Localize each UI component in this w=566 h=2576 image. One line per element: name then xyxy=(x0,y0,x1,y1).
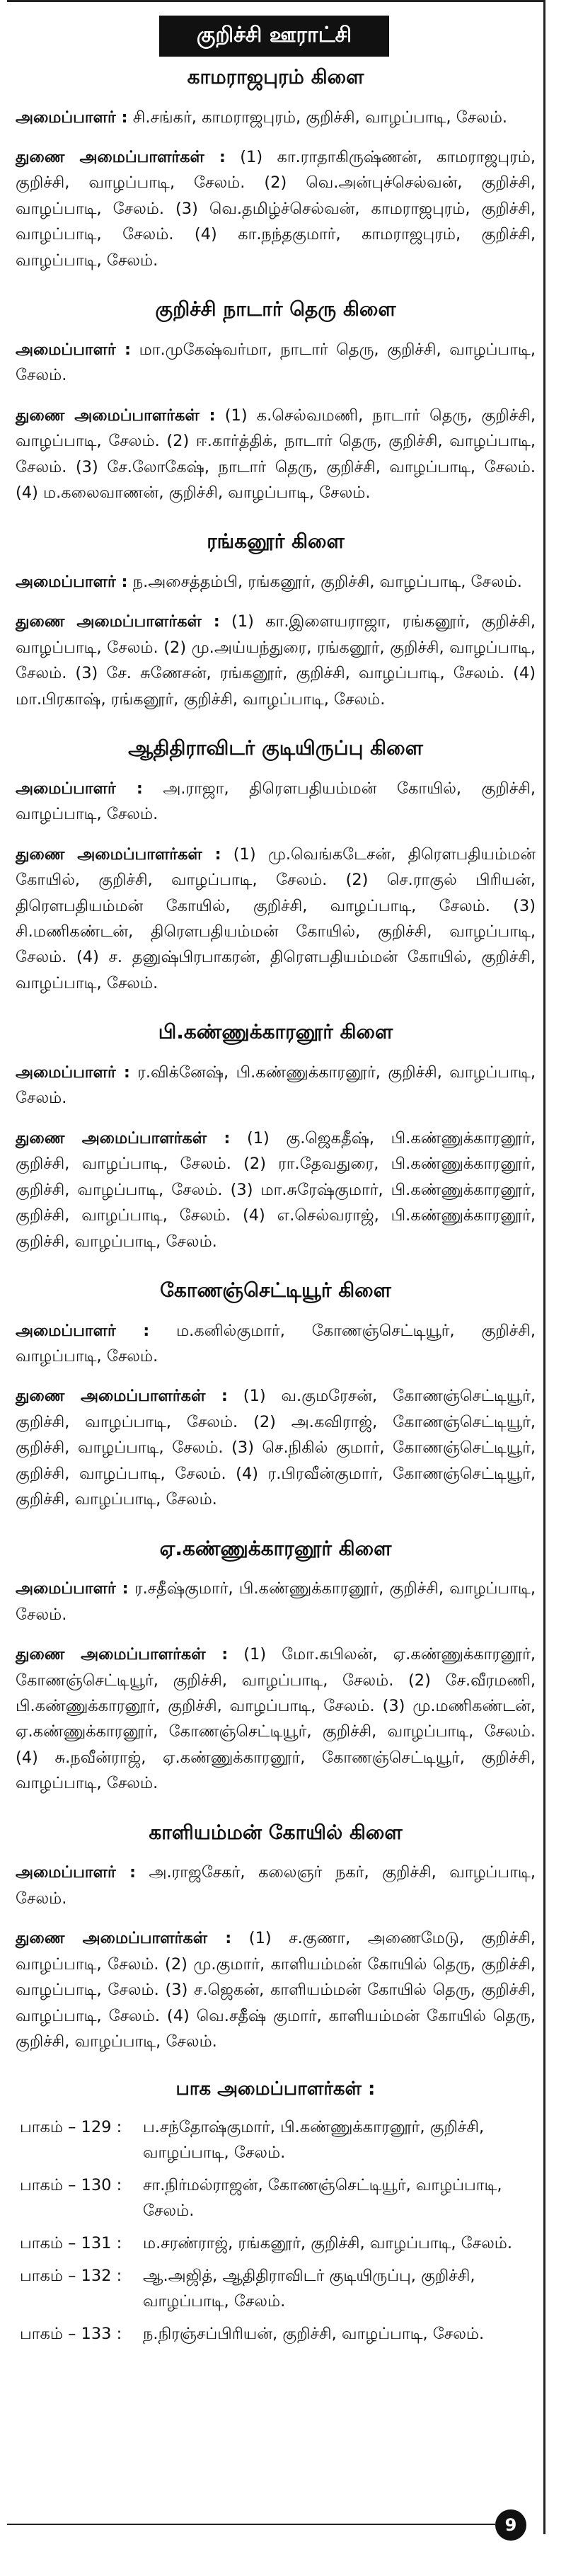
branch-heading: குறிச்சி நாடார் தெரு கிளை xyxy=(155,297,396,321)
page xyxy=(7,0,545,2576)
booth-organizer: ஆ.அஜித், ஆதிதிராவிடர் குடியிருப்பு, குறிச்சி, வாழப்பாடி, சேலம். xyxy=(143,2267,475,2311)
assistants-text: (1) வ.குமரேசன், கோணஞ்செட்டியூர், குறிச்சி, வாழப்பாடி, சேலம். (2) அ.கவிராஜ், கோணஞ்செட்டியூர், குறிச்சி, வாழப்பாடி, சேலம். (3) செ.நிகில் குமார், கோணஞ்செட்டியூர், குறிச்சி, வாழப்பாடி, சேலம். (4) ர.பிரவீன்குமார், கோணஞ்செட்டியூர், குறிச்சி, வாழப்பாடி, சேலம். xyxy=(16,1387,536,1509)
booth-row xyxy=(16,2263,536,2314)
branch-section xyxy=(16,1821,536,2055)
assistants-label: துணை அமைப்பாளர்கள் : xyxy=(16,406,216,425)
branch-heading: காளியம்மன் கோயில் கிளை xyxy=(149,1820,403,1844)
assistants-paragraph xyxy=(16,1383,536,1512)
organizer-paragraph xyxy=(16,337,536,389)
booths-list xyxy=(16,2114,536,2347)
organizer-paragraph xyxy=(16,776,536,828)
booth-number: பாகம் – 133 : xyxy=(20,2325,122,2344)
assistants-text: (1) க.செல்வமணி, நாடார் தெரு, குறிச்சி, வாழப்பாடி, சேலம். (2) ஈ.கார்த்திக், நாடார் தெரு, குறிச்சி, வாழப்பாடி, சேலம். (3) சே.லோகேஷ், நாடார் தெரு, குறிச்சி, வாழப்பாடி, சேலம். (4) ம.கலைவாணன், குறிச்சி, வாழப்பாடி, சேலம். xyxy=(16,406,536,502)
assistants-paragraph xyxy=(16,842,536,997)
branch-section xyxy=(16,1537,536,1797)
organizer-paragraph xyxy=(16,1576,536,1627)
assistants-text: (1) கா.இளையராஜா, ரங்கனூர், குறிச்சி, வாழப்பாடி, சேலம். (2) மு.அய்யந்துரை, ரங்கனூர், குறிச்சி, வாழப்பாடி, சேலம். (3) சே. சுணேசன், ரங்கனூர், குறிச்சி, வாழப்பாடி, சேலம். (4) மா.பிரகாஷ், ரங்கனூர், குறிச்சி, வாழப்பாடி, சேலம். xyxy=(16,612,536,709)
assistants-label: துணை அமைப்பாளர்கள் : xyxy=(16,1387,228,1406)
assistants-label: துணை அமைப்பாளர்கள் : xyxy=(16,612,220,631)
assistants-text: (1) மோ.கபிலன், ஏ.கண்ணுக்காரனூர், கோணஞ்செட்டியூர், குறிச்சி, வாழப்பாடி, சேலம். (2) சே.வீரமணி, பி.கண்ணுக்காரனூர், குறிச்சி, வாழப்பாடி, சேலம். (3) மு.மணிகண்டன், ஏ.கண்ணுக்காரனூர், கோணஞ்செட்டியூர், குறிச்சி, வாழப்பாடி, சேலம். (4) சு.நவீன்ராஜ், ஏ.கண்ணுக்காரனூர், கோணஞ்செட்டியூர், குறிச்சி, வாழப்பாடி, சேலம். xyxy=(16,1645,536,1793)
branch-section xyxy=(16,1020,536,1254)
organizer-text: ம.கனில்குமார், கோணஞ்செட்டியூர், குறிச்சி, வாழப்பாடி, சேலம். xyxy=(16,1321,536,1366)
branch-section xyxy=(16,736,536,996)
organizer-label: அமைப்பாளர் : xyxy=(16,108,128,127)
booth-row xyxy=(16,2321,536,2347)
assistants-paragraph xyxy=(16,1925,536,2054)
booth-number: பாகம் – 132 : xyxy=(20,2267,122,2286)
branch-section xyxy=(16,65,536,273)
booth-number: பாகம் – 129 : xyxy=(20,2118,122,2137)
page-number-badge: 9 xyxy=(495,2509,526,2541)
organizer-paragraph xyxy=(16,105,536,130)
assistants-text: (1) ச.குணா, அணைமேடு, குறிச்சி, வாழப்பாடி, சேலம். (2) மு.குமார், காளியம்மன் கோயில் தெரு, குறிச்சி, வாழப்பாடி, சேலம். (3) ச.ஜெகன், காளியம்மன் கோயில் தெரு, குறிச்சி, வாழப்பாடி, சேலம். (4) வெ.சதீஷ் குமார், காளியம்மன் கோயில் தெரு, குறிச்சி, வாழப்பாடி, சேலம். xyxy=(16,1929,536,2051)
organizer-paragraph xyxy=(16,1318,536,1370)
assistants-paragraph xyxy=(16,403,536,506)
assistants-paragraph xyxy=(16,1642,536,1797)
page-title: குறிச்சி ஊராட்சி xyxy=(159,16,389,57)
organizer-label: அமைப்பாளர் : xyxy=(16,779,143,798)
organizer-label: அமைப்பாளர் : xyxy=(16,340,132,359)
assistants-label: துணை அமைப்பாளர்கள் : xyxy=(16,1128,231,1147)
organizer-paragraph xyxy=(16,569,536,595)
booth-organizer: சா.நிர்மல்ராஜன், கோணஞ்செட்டியூர், வாழப்பாடி, சேலம். xyxy=(143,2176,502,2221)
booth-organizer: ப.சந்தோஷ்குமார், பி.கண்ணுக்காரனூர், குறிச்சி, வாழப்பாடி, சேலம். xyxy=(143,2118,485,2163)
right-rule xyxy=(543,0,545,2534)
booth-number: பாகம் – 131 : xyxy=(20,2234,122,2253)
branch-heading: ஏ.கண்ணுக்காரனூர் கிளை xyxy=(159,1536,392,1560)
organizer-paragraph xyxy=(16,1060,536,1111)
branch-heading: ரங்கனூர் கிளை xyxy=(207,529,345,554)
assistants-text: (1) கு.ஜெகதீஷ், பி.கண்ணுக்காரனூர், குறிச்சி, வாழப்பாடி, சேலம். (2) ரா.தேவதுரை, பி.கண்ணுக்காரனூர், குறிச்சி, வாழப்பாடி, சேலம். (3) மா.சுரேஷ்குமார், பி.கண்ணுக்காரனூர், குறிச்சி, வாழப்பாடி, சேலம். (4) எ.செல்வராஜ், பி.கண்ணுக்காரனூர், குறிச்சி, வாழப்பாடி, சேலம். xyxy=(16,1128,536,1251)
organizer-text: அ.ராஜசேகர், கலைஞர் நகர், குறிச்சி, வாழப்பாடி, சேலம். xyxy=(16,1863,536,1908)
assistants-paragraph xyxy=(16,609,536,712)
booth-row xyxy=(16,2231,536,2256)
assistants-label: துணை அமைப்பாளர்கள் : xyxy=(16,845,221,864)
organizer-paragraph xyxy=(16,1860,536,1911)
organizer-text: சி.சங்கர், காமராஜபுரம், குறிச்சி, வாழப்பாடி, சேலம். xyxy=(127,108,508,127)
organizer-text: ர.விக்னேஷ், பி.கண்ணுக்காரனூர், குறிச்சி, வாழப்பாடி, சேலம். xyxy=(16,1063,536,1108)
organizer-label: அமைப்பாளர் : xyxy=(16,1063,130,1082)
booth-organizer: ம.சரண்ராஜ், ரங்கனூர், குறிச்சி, வாழப்பாடி, சேலம். xyxy=(143,2234,513,2253)
booth-number: பாகம் – 130 : xyxy=(20,2176,122,2195)
branch-section xyxy=(16,1278,536,1513)
booth-row xyxy=(16,2173,536,2223)
top-rule xyxy=(7,0,545,2)
organizer-text: மா.முகேஷ்வர்மா, நாடார் தெரு, குறிச்சி, வாழப்பாடி, சேலம். xyxy=(16,340,536,385)
assistants-text: (1) மு.வெங்கடேசன், திரௌபதியம்மன் கோயில், குறிச்சி, வாழப்பாடி, சேலம். (2) செ.ராகுல் பிரியன், திரௌபதியம்மன் கோயில், குறிச்சி, வாழப்பாடி, சேலம். (3) சி.மணிகண்டன், திரௌபதியம்மன் கோயில், குறிச்சி, வாழப்பாடி, சேலம். (4) ச. தனுஷ்பிரபாகரன், திரௌபதியம்மன் கோயில், குறிச்சி, வாழப்பாடி, சேலம். xyxy=(16,845,536,992)
branch-heading: காமராஜபுரம் கிளை xyxy=(187,65,364,88)
organizer-text: ந.அசைத்தம்பி, ரங்கனூர், குறிச்சி, வாழப்பாடி, சேலம். xyxy=(127,573,522,592)
bottom-rule xyxy=(7,2524,495,2525)
organizer-label: அமைப்பாளர் : xyxy=(16,573,128,592)
organizer-text: அ.ராஜா, திரௌபதியம்மன் கோயில், குறிச்சி, வாழப்பாடி, சேலம். xyxy=(16,779,536,824)
sections-list xyxy=(16,65,536,2054)
booth-organizer: ந.நிரஞ்சப்பிரியன், குறிச்சி, வாழப்பாடி, சேலம். xyxy=(143,2325,485,2344)
assistants-paragraph xyxy=(16,144,536,273)
assistants-label: துணை அமைப்பாளர்கள் : xyxy=(16,1929,232,1948)
branch-heading: பி.கண்ணுக்காரனூர் கிளை xyxy=(158,1020,393,1044)
booths-heading: பாக அமைப்பாளர்கள் : xyxy=(175,2078,376,2100)
assistants-paragraph xyxy=(16,1126,536,1254)
organizer-label: அமைப்பாளர் : xyxy=(16,1579,129,1598)
booth-row xyxy=(16,2114,536,2165)
organizer-label: அமைப்பாளர் : xyxy=(16,1321,150,1340)
organizer-label: அமைப்பாளர் : xyxy=(16,1863,136,1882)
assistants-label: துணை அமைப்பாளர்கள் : xyxy=(16,1645,229,1664)
branch-heading: ஆதிதிராவிடர் குடியிருப்பு கிளை xyxy=(128,736,423,760)
branch-section xyxy=(16,297,536,505)
content xyxy=(16,65,536,2354)
assistants-label: துணை அமைப்பாளர்கள் : xyxy=(16,148,226,167)
organizer-text: ர.சதீஷ்குமார், பி.கண்ணுக்காரனூர், குறிச்சி, வாழப்பாடி, சேலம். xyxy=(16,1579,536,1624)
branch-heading: கோணஞ்செட்டியூர் கிளை xyxy=(160,1278,391,1302)
assistants-text: (1) கா.ராதாகிருஷ்ணன், காமராஜபுரம், குறிச்சி, வாழப்பாடி, சேலம். (2) வெ.அன்புச்செல்வன், குறிச்சி, வாழப்பாடி, சேலம். (3) வெ.தமிழ்ச்செல்வன், காமராஜபுரம், குறிச்சி, வாழப்பாடி, சேலம். (4) கா.நந்தகுமார், காமராஜபுரம், குறிச்சி, வாழப்பாடி, சேலம். xyxy=(16,148,536,270)
branch-section xyxy=(16,529,536,712)
